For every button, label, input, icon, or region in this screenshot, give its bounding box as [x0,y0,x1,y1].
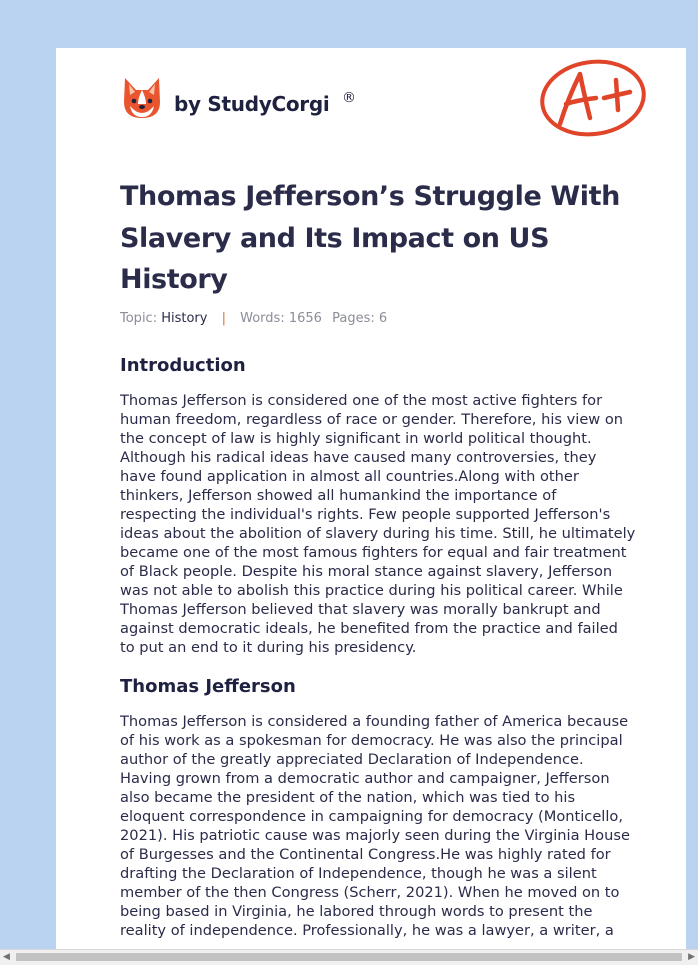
pages-label: Pages: [332,311,375,326]
section-heading-introduction: Introduction [120,355,246,376]
words-count: 1656 [288,311,322,326]
scroll-right-icon[interactable]: ▶ [688,952,695,962]
brand-name: by StudyCorgi [174,92,330,116]
meta-separator: | [221,311,226,326]
registered-mark: ® [342,90,356,106]
scroll-left-icon[interactable]: ◀ [3,952,10,962]
topic-link[interactable]: History [161,311,208,326]
document-title: Thomas Jefferson’s Struggle With Slavery and Its Impact on US History [120,181,620,295]
corgi-logo-icon [122,76,162,120]
section-body-introduction: Thomas Jefferson is considered one of the most active fighters for human freedom, regardless of race or gender. Therefore, his view on the concept of law is highly significant in world political thought. Although his radical ideas have caused many controversies, they have found application in almost all countries.Along with other thinkers, Jefferson showed all humankind the importance of respecting the individual's rights. Few people supported Jefferson's ideas about the abolition of slavery during his time. Still, he ultimately became one of the most famous fighters for equal and fair treatment of Black people. Despite his moral stance against slavery, Jefferson was not able to abolish this practice during his political career. While Thomas Jefferson believed that slavery was morally bankrupt and against democratic ideals, he benefited from the practice and failed to put an end to it during his presidency. [120,392,636,656]
words-label: Words: [240,311,285,326]
pages-count: 6 [378,311,388,326]
section-body-thomas-jefferson: Thomas Jefferson is considered a founding father of America because of his work as a spokesman for democracy. He was also the principal author of the greatly appreciated Declaration of Independence. Having grown from a democratic author and campaigner, Jefferson also became the president of the nation, which was tied to his eloquent correspondence in campaigning for democracy (Monticello, 2021). His patriotic cause was majorly seen during the Virginia House of Burgesses and the Continental Congress.He was highly rated for drafting the Declaration of Independence, though he was a silent member of the then Congress (Scherr, 2021). When he moved on to being based in Virginia, he labored through words to present the reality of independence. Professionally, he was a lawyer, a writer, a [120,713,630,939]
document-page [56,48,686,949]
scrollbar-thumb[interactable] [16,953,682,961]
a-plus-grade-badge [538,58,648,140]
document-meta [120,311,387,326]
topic-label: Topic: [120,311,158,326]
horizontal-scrollbar[interactable] [0,949,698,965]
section-heading-thomas-jefferson: Thomas Jefferson [120,676,296,697]
studycorgi-logo[interactable] [122,76,329,120]
